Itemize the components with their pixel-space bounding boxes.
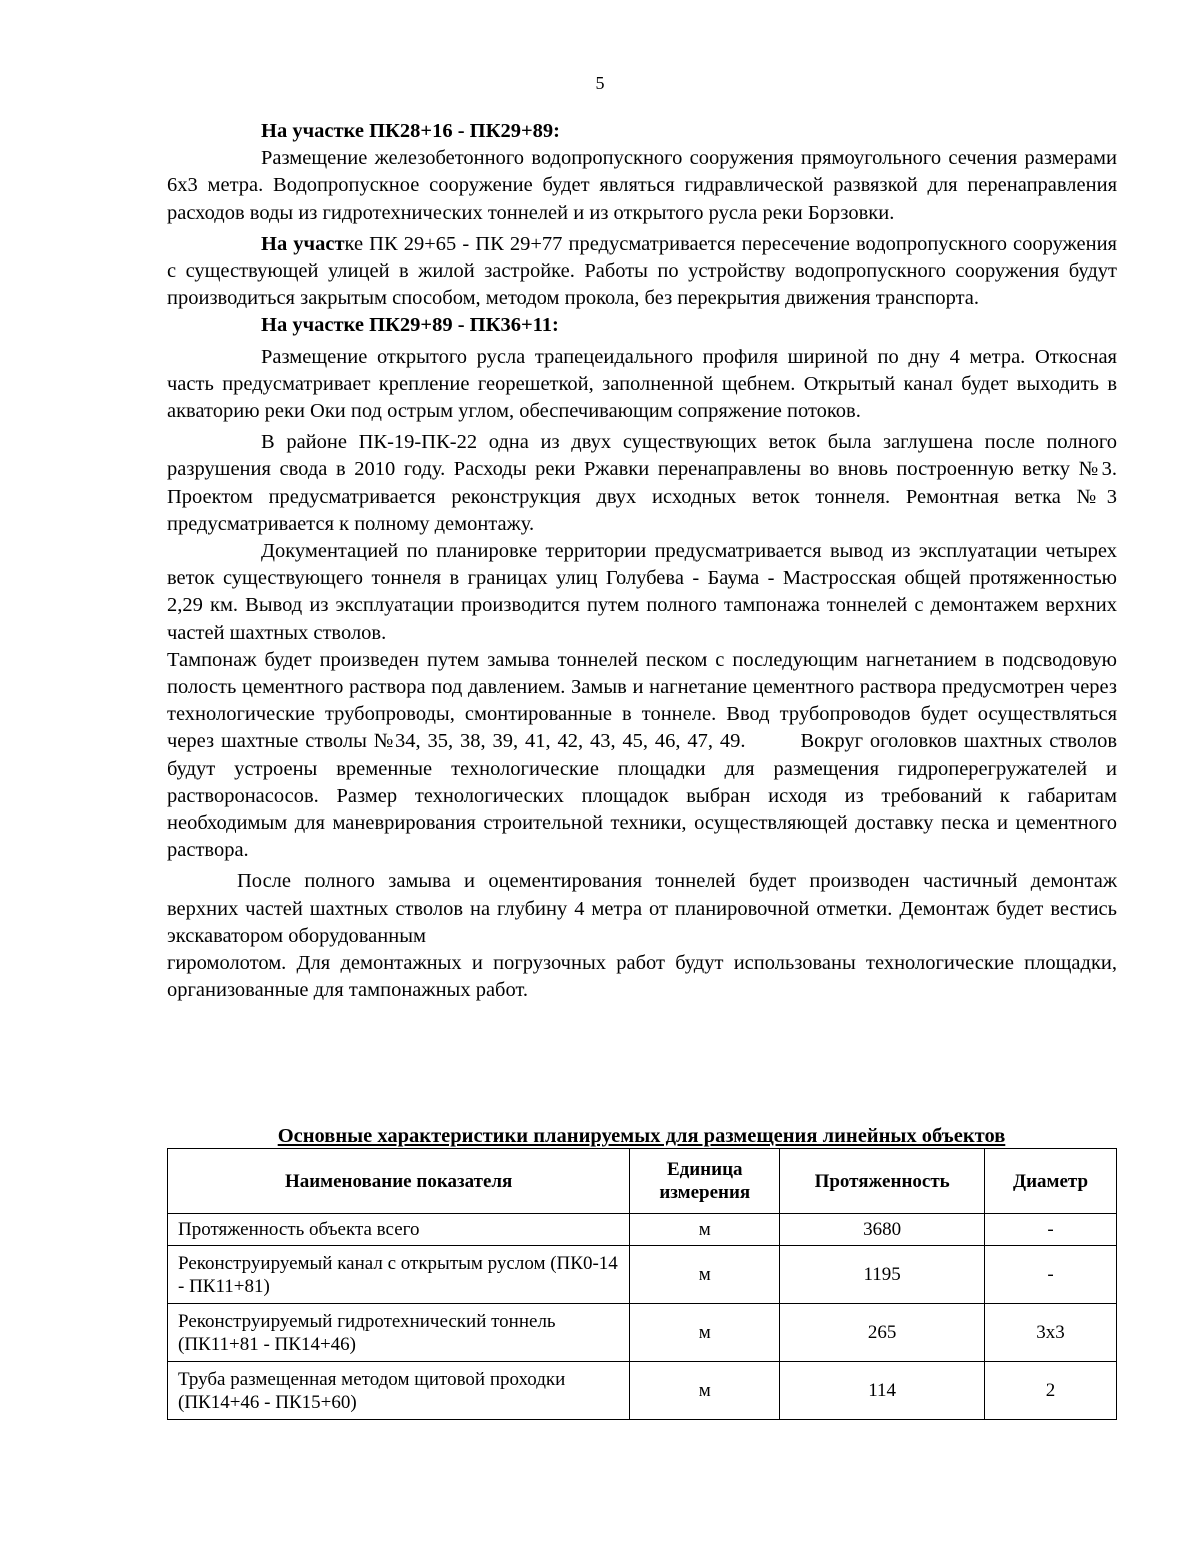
table-cell-diameter: 2 [985, 1362, 1117, 1420]
table-cell-length: 1195 [780, 1246, 985, 1304]
paragraph-sites-text: Вокруг оголовков шахтных стволов будут устроены временные технологические площадки для размещения гидроперегружателей и растворонасосов. Размер технологических площадок выбран исходя из требований к габаритам необходимым для маневрирования строительной техники, осуществляющей доставку песка и цементного раствора. [167, 730, 1118, 862]
paragraph-tamponage-text: Тампонаж будет произведен путем замыва тоннелей песком с последующим нагнетанием в подсводовую полость цементного раствора под давлением. Замыв и нагнетание цементного раствора предусмотрен через технологические трубопроводы, смонтированные в тоннеле. Ввод трубопроводов будет осуществляться через шахтные стволы №34, 35, 38, 39, 41, 42, 43, 45, 46, 47, 49. [167, 648, 1117, 753]
table-cell-length: 265 [780, 1304, 985, 1362]
table-cell-name: Протяженность объекта всего [168, 1214, 630, 1246]
table-row [168, 1246, 1117, 1304]
section-heading-1: На участке ПК28+16 - ПК29+89: [261, 120, 560, 142]
header-unit: Единица измерения [630, 1149, 780, 1214]
table-cell-diameter: 3х3 [985, 1304, 1117, 1362]
section-paragraph-1: Размещение железобетонного водопропускного сооружения прямоугольного сечения размерами 6х3 метра. Водопропускное сооружение будет являться гидравлической развязкой для перенаправления расходов воды из гидротехнических тоннелей и из открытого русла реки Борзовки. [167, 147, 1117, 224]
table-cell-name: Труба размещенная методом щитовой проходки (ПК14+46 - ПК15+60) [168, 1362, 630, 1420]
table-row [168, 1214, 1117, 1246]
document-body [167, 118, 1117, 1005]
paragraph-branches: В районе ПК-19-ПК-22 одна из двух существующих веток была заглушена после полного разрушения свода в 2010 году. Расходы реки Ржавки перенаправлены во вновь построенную ветку №3. Проектом предусматривается реконструкция двух исходных веток тоннеля. Ремонтная ветка №3 предусматривается к полному демонтажу. [167, 431, 1117, 535]
table-title: Основные характеристики планируемых для размещения линейных объектов [277, 1125, 1006, 1147]
table-row [168, 1304, 1117, 1362]
characteristics-table [167, 1148, 1117, 1420]
page-number: 5 [595, 73, 605, 93]
section-text-2: ке ПК 29+65 - ПК 29+77 предусматривается пересечение водопропускного сооружения с существующей улицей в жилой застройке. Работы по устройству водопропускного сооружения будут производиться закрытым способом, методом прокола, без перекрытия движения транспорта. [167, 232, 1117, 310]
table-cell-name: Реконструируемый канал с открытым руслом (ПК0-14 - ПК11+81) [168, 1246, 630, 1304]
table-cell-diameter: - [985, 1214, 1117, 1246]
table-row [168, 1362, 1117, 1420]
table-cell-length: 3680 [780, 1214, 985, 1246]
table-cell-unit: м [630, 1246, 780, 1304]
section-paragraph-3: Размещение открытого русла трапецеидального профиля шириной по дну 4 метра. Откосная часть предусматривает крепление георешеткой, заполненной щебнем. Открытый канал будет выходить в акваторию реки Оки под острым углом, обеспечивающим сопряжение потоков. [167, 345, 1117, 423]
section-heading-3: На участке ПК29+89 - ПК36+11: [261, 314, 559, 337]
header-length: Протяженность [780, 1149, 985, 1214]
section-paragraph-2 [167, 231, 1117, 313]
table-header-row [168, 1149, 1117, 1214]
header-diameter: Диаметр [985, 1149, 1117, 1214]
table-cell-unit: м [630, 1304, 780, 1362]
paragraph-demolition-2: гиромолотом. Для демонтажных и погрузочных работ будут использованы технологические площадки, организованные для тампонажных работ. [167, 952, 1117, 1002]
section-bold-lead-2: На участ [261, 232, 345, 255]
table-cell-diameter: - [985, 1246, 1117, 1304]
table-cell-name: Реконструируемый гидротехнический тоннель (ПК11+81 - ПК14+46) [168, 1304, 630, 1362]
paragraph-documentation: Документацией по планировке территории предусматривается вывод из эксплуатации четырех веток существующего тоннеля в границах улиц Голубева - Баума - Мастросская общей протяженностью 2,29 км. Вывод из эксплуатации производится путем полного тампонажа тоннелей с демонтажем верхних частей шахтных стволов. [167, 540, 1117, 644]
paragraph-tamponage [167, 647, 1117, 865]
header-indicator-name: Наименование показателя [168, 1149, 630, 1214]
table-cell-unit: м [630, 1214, 780, 1246]
table-cell-unit: м [630, 1362, 780, 1420]
table-cell-length: 114 [780, 1362, 985, 1420]
paragraph-demolition-1: После полного замыва и оцементирования тоннелей будет производен частичный демонтаж верхних частей шахтных стволов на глубину 4 метра от планировочной отметки. Демонтаж будет вестись экскаватором оборудованным [167, 870, 1117, 947]
